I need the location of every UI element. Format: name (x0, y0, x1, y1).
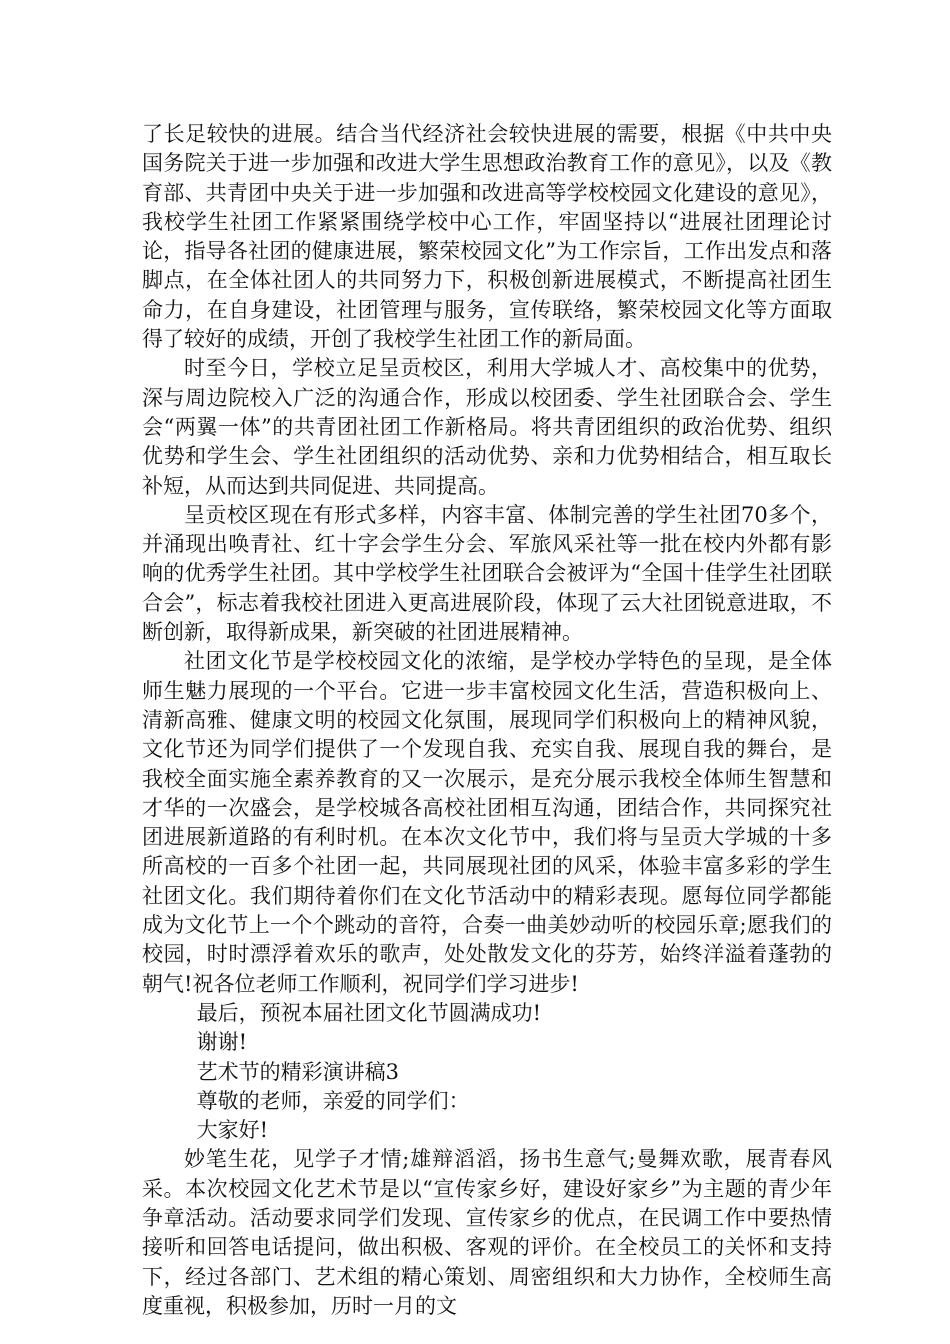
paragraph-art-festival: 妙笔生花，见学子才情;雄辩滔滔，扬书生意气;曼舞欢歌，展青春风采。本次校园文化艺术节是以“宣传家乡好，建设好家乡”为主题的青少年争章活动。活动要求同学们发现、宣传家乡的优点，在民调工作中要热情接听和回答电话提问，做出积极、客观的评价。在全校员工的关怀和支持下，经过各部门、艺术组的精心策划、周密组织和大力协作，全校师生高度重视，积极参加，历时一月的文 (142, 1147, 832, 1318)
paragraph-continuation: 了长足较快的进展。结合当代经济社会较快进展的需要，根据《中共中央国务院关于进一步加强和改进大学生思想政治教育工作的意见》，以及《教育部、共青团中央关于进一步加强和改进高等学校校园文化建设的意见》，我校学生社团工作紧紧围绕学校中心工作，牢固坚持以“进展社团理论讨论，指导各社团的健康进展，繁荣校园文化”为工作宗旨，工作出发点和落脚点，在全体社团人的共同努力下，积极创新进展模式，不断提高社团生命力，在自身建设，社团管理与服务，宣传联络，繁荣校园文化等方面取得了较好的成绩，开创了我校学生社团工作的新局面。 (142, 122, 832, 352)
speech-salutation: 尊敬的老师，亲爱的同学们： (196, 1088, 470, 1113)
speech-title: 艺术节的精彩演讲稿3 (196, 1059, 399, 1084)
body-text (142, 120, 832, 1321)
paragraph-thanks: 谢谢! (196, 1030, 248, 1055)
paragraph-closing-wish: 最后，预祝本届社团文化节圆满成功! (196, 1000, 542, 1025)
paragraph-student-clubs: 呈贡校区现在有形式多样，内容丰富、体制完善的学生社团70多个，并涌现出唤青社、红十字会学生分会、军旅风采社等一批在校内外都有影响的优秀学生社团。其中学校学生社团联合会被评为“全国十佳学生社团联合会”，标志着我校社团进入更高进展阶段，体现了云大社团锐意进取，不断创新，取得新成果，新突破的社团进展精神。 (142, 502, 832, 645)
speech-greeting: 大家好! (196, 1118, 269, 1143)
paragraph-chenggong-campus: 时至今日，学校立足呈贡校区，利用大学城人才、高校集中的优势，深与周边院校入广泛的沟通合作，形成以校团委、学生社团联合会、学生会“两翼一体”的共青团社团工作新格局。将共青团组织的政治优势、组织优势和学生会、学生社团组织的活动优势、亲和力优势相结合，相互取长补短，从而达到共同促进、共同提高。 (142, 356, 832, 498)
paragraph-culture-festival: 社团文化节是学校校园文化的浓缩，是学校办学特色的呈现，是全体师生魅力展现的一个平台。它进一步丰富校园文化生活，营造积极向上、清新高雅、健康文明的校园文化氛围，展现同学们积极向上的精神风貌，文化节还为同学们提供了一个发现自我、充实自我、展现自我的舞台，是我校全面实施全素养教育的又一次展示，是充分展示我校全体师生智慧和才华的一次盛会，是学校城各高校社团相互沟通，团结合作，共同探究社团进展新道路的有利时机。在本次文化节中，我们将与呈贡大学城的十多所高校的一百多个社团一起，共同展现社团的风采，体验丰富多彩的学生社团文化。我们期待着你们在文化节活动中的精彩表现。愿每位同学都能成为文化节上一个个跳动的音符，合奏一曲美妙动听的校园乐章;愿我们的校园，时时漂浮着欢乐的歌声，处处散发文化的芬芳，始终洋溢着蓬勃的朝气!祝各位老师工作顺利，祝同学们学习进步! (142, 649, 832, 996)
